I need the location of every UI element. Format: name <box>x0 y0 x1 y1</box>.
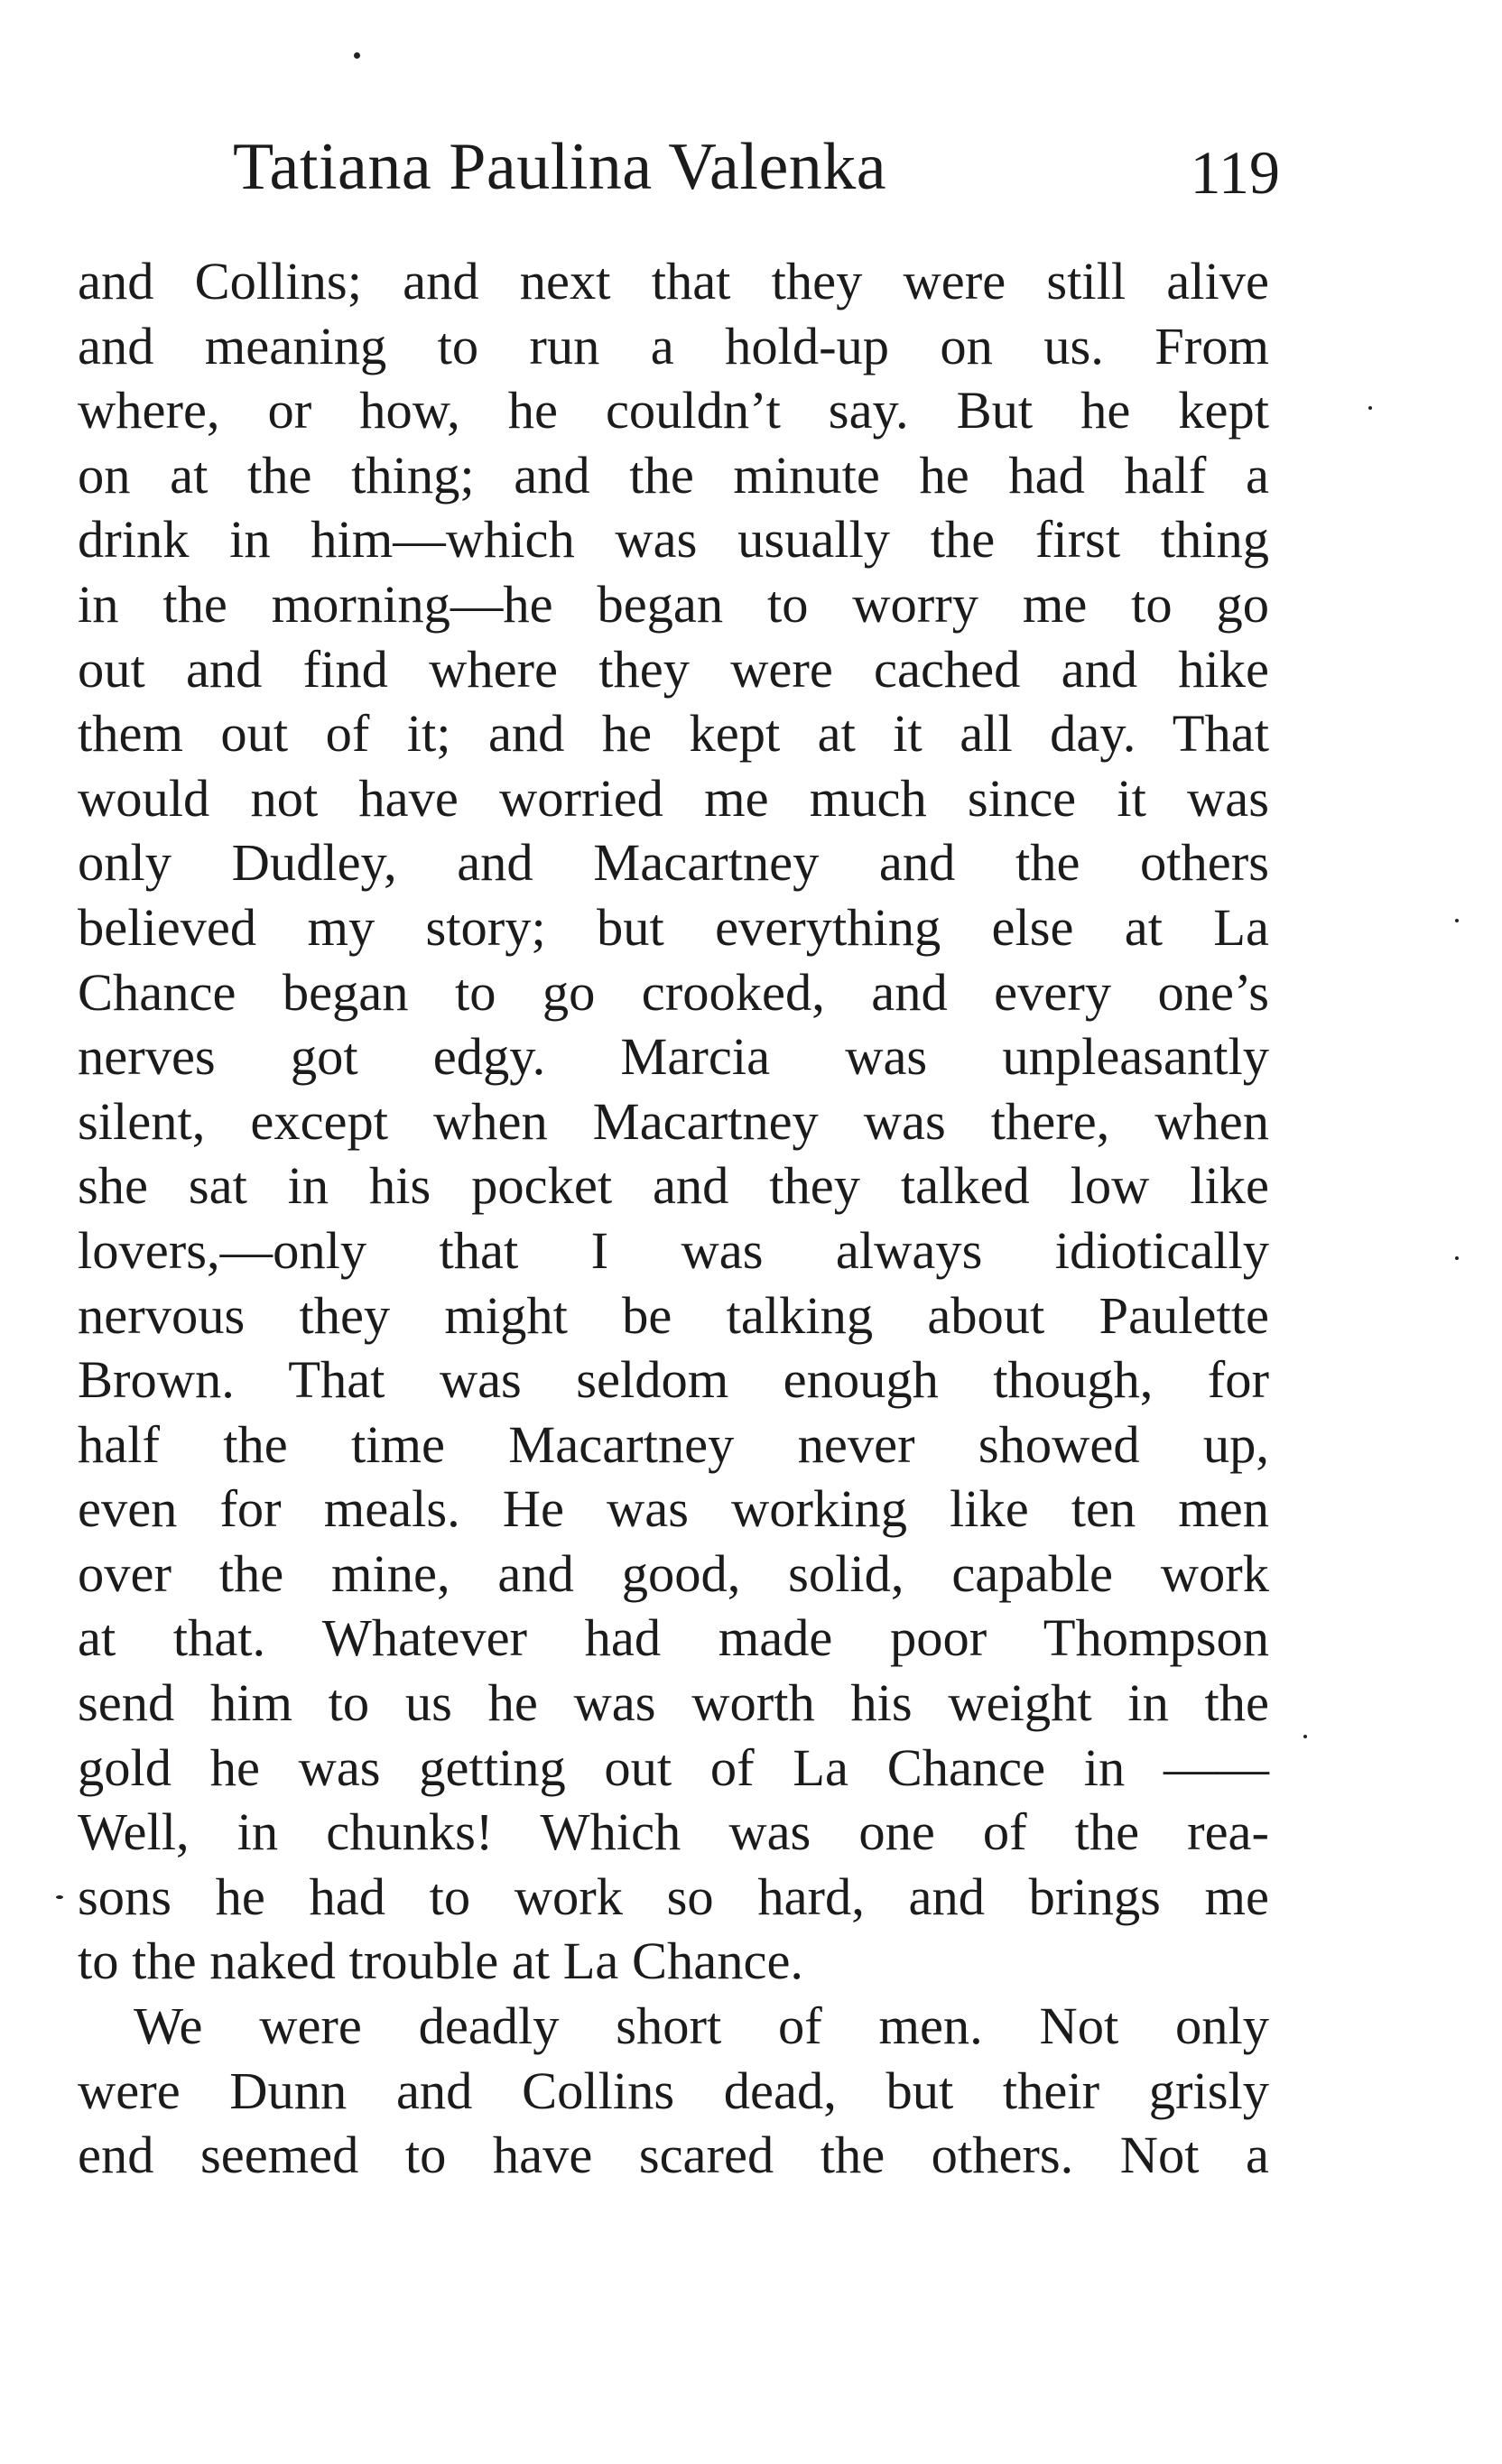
text-line: in the morning—he began to worry me to go <box>78 574 1269 634</box>
scan-speck <box>1303 1735 1307 1738</box>
text-line: she sat in his pocket and they talked low like <box>78 1156 1269 1216</box>
text-line: nervous they might be talking about Paulette <box>78 1285 1269 1345</box>
text-line: half the time Macartney never showed up, <box>78 1414 1269 1474</box>
text-line: were Dunn and Collins dead, but their grisly <box>78 2061 1269 2120</box>
text-line: send him to us he was worth his weight in the <box>78 1673 1269 1733</box>
text-line: drink in him—which was usually the first thing <box>78 510 1269 570</box>
text-line: We were deadly short of men. Not only <box>134 1996 1269 2056</box>
text-line: over the mine, and good, solid, capable work <box>78 1543 1269 1603</box>
scan-speck <box>1455 919 1459 922</box>
text-line: believed my story; but everything else at La <box>78 897 1269 957</box>
text-line: Chance began to go crooked, and every one’s <box>78 962 1269 1022</box>
text-line: and meaning to run a hold-up on us. From <box>78 316 1269 375</box>
text-line: Brown. That was seldom enough though, for <box>78 1350 1269 1410</box>
text-line: lovers,—only that I was always idiotically <box>78 1220 1269 1280</box>
text-line: at that. Whatever had made poor Thompson <box>78 1608 1269 1668</box>
scan-speck <box>56 1895 63 1899</box>
paragraph-2 <box>78 1994 1269 2188</box>
text-line: out and find where they were cached and hike <box>78 639 1269 699</box>
scan-speck <box>354 52 360 59</box>
running-title: Tatiana Paulina Valenka <box>233 130 887 204</box>
text-line: nerves got edgy. Marcia was unpleasantly <box>78 1027 1269 1087</box>
text-line: Well, in chunks! Which was one of the rea- <box>78 1802 1269 1862</box>
text-line: where, or how, he couldn’t say. But he kept <box>78 381 1269 440</box>
scan-speck <box>1455 1256 1459 1260</box>
text-line: sons he had to work so hard, and brings me <box>78 1867 1269 1926</box>
paragraph-1 <box>78 249 1269 1994</box>
text-line: even for meals. He was working like ten men <box>78 1479 1269 1539</box>
text-line: only Dudley, and Macartney and the others <box>78 833 1269 893</box>
page-number: 119 <box>1190 138 1280 207</box>
text-line: end seemed to have scared the others. Not a <box>78 2126 1269 2185</box>
text-line: on at the thing; and the minute he had half a <box>78 445 1269 505</box>
text-line: them out of it; and he kept at it all day. That <box>78 704 1269 764</box>
text-line: gold he was getting out of La Chance in —— <box>78 1737 1269 1797</box>
text-line: to the naked trouble at La Chance. <box>78 1931 804 1991</box>
scan-speck <box>1368 406 1372 410</box>
text-line: and Collins; and next that they were still alive <box>78 252 1269 310</box>
text-line: silent, except when Macartney was there, when <box>78 1091 1269 1151</box>
body-text <box>78 249 1269 2188</box>
page-header <box>233 126 1280 208</box>
text-line: would not have worried me much since it was <box>78 768 1269 828</box>
